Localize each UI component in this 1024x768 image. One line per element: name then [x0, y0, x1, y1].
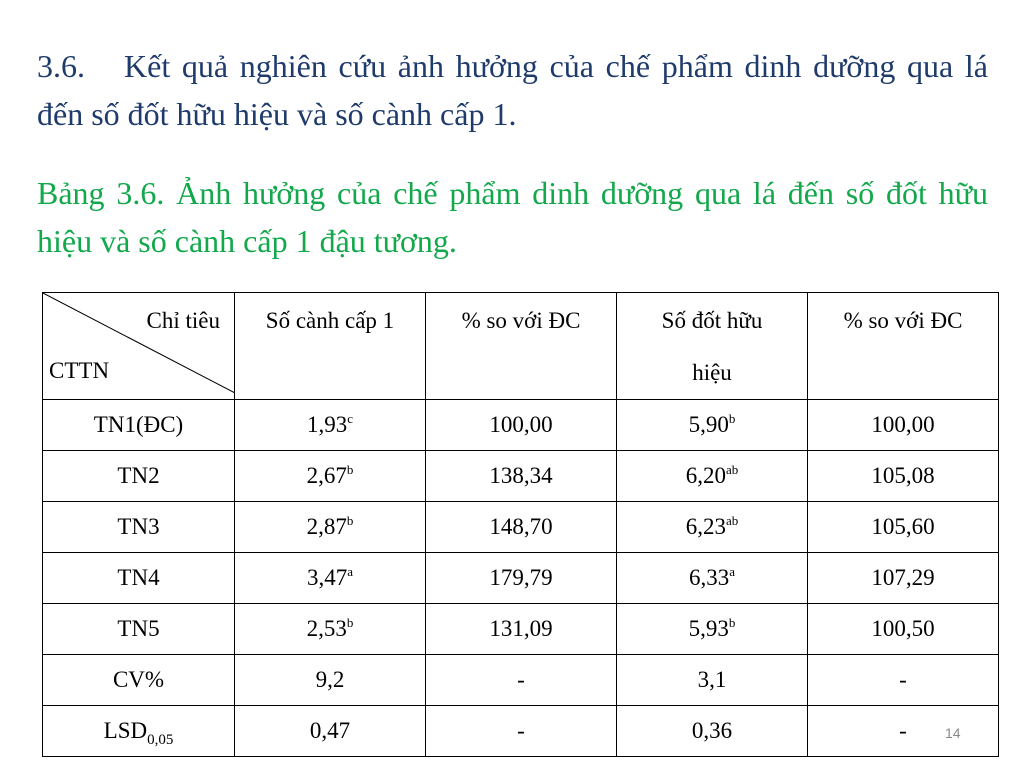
table-row	[43, 604, 999, 655]
significance-letter: a	[347, 564, 354, 579]
branch-percent-cell: 100,00	[426, 400, 617, 451]
significance-letter: ab	[725, 462, 739, 477]
branch-percent-cell: 179,79	[426, 553, 617, 604]
treatment-name: TN5	[43, 604, 235, 655]
criteria-label: Chỉ tiêu	[146, 308, 220, 333]
branch-count-cell: 0,47	[235, 706, 426, 757]
lsd-subscript: 0,05	[147, 732, 174, 748]
node-count-cell: 6,33$^a$	[617, 553, 808, 604]
section-heading	[37, 42, 988, 138]
treatment-name: TN1(ĐC)	[43, 400, 235, 451]
node-percent-cell: 107,29	[808, 553, 999, 604]
treatment-label: CTTN	[49, 358, 110, 383]
branch-count-cell: 3,47$^a$	[235, 553, 426, 604]
branch-count-cell: 2,53$^b$	[235, 604, 426, 655]
treatment-name: $LSD_{0,05}$	[43, 706, 235, 757]
corner-header-cell	[43, 293, 235, 400]
branch-percent-cell: -	[426, 655, 617, 706]
node-percent-cell: 100,00	[808, 400, 999, 451]
node-percent-cell: 105,08	[808, 451, 999, 502]
results-table	[42, 292, 999, 757]
branch-count-cell: 2,87$^b$	[235, 502, 426, 553]
table-header-row	[43, 293, 999, 400]
node-percent-cell: -	[808, 655, 999, 706]
table-row	[43, 451, 999, 502]
node-percent-cell: 100,50	[808, 604, 999, 655]
significance-letter: b	[346, 513, 354, 528]
column-header: % so với ĐC	[426, 293, 617, 400]
significance-letter: b	[728, 615, 736, 630]
column-header: Số cành cấp 1	[235, 293, 426, 400]
significance-letter: b	[346, 615, 354, 630]
node-count-cell: 5,90$^b$	[617, 400, 808, 451]
branch-count-cell: 1,93$^c$	[235, 400, 426, 451]
branch-percent-cell: 138,34	[426, 451, 617, 502]
table-row	[43, 655, 999, 706]
significance-letter: ab	[725, 513, 739, 528]
table-row	[43, 400, 999, 451]
column-header: % so với ĐC	[808, 293, 999, 400]
slide-number: 14	[945, 725, 961, 741]
treatment-name: TN3	[43, 502, 235, 553]
treatment-name: CV%	[43, 655, 235, 706]
branch-percent-cell: -	[426, 706, 617, 757]
node-count-cell: 3,1	[617, 655, 808, 706]
column-header: Số đốt hữu hiệu	[617, 293, 808, 400]
table-row	[43, 502, 999, 553]
treatment-name: TN2	[43, 451, 235, 502]
section-number: 3.6.	[37, 48, 85, 84]
significance-letter: c	[347, 411, 354, 426]
section-title: Kết quả nghiên cứu ảnh hưởng của chế phẩm dinh dưỡng qua lá đến số đốt hữu hiệu và số cành cấp 1.	[37, 48, 988, 132]
node-percent-cell: -	[808, 706, 999, 757]
branch-percent-cell: 131,09	[426, 604, 617, 655]
treatment-name: TN4	[43, 553, 235, 604]
significance-letter: b	[728, 411, 736, 426]
node-count-cell: 0,36	[617, 706, 808, 757]
significance-letter: a	[729, 564, 736, 579]
branch-count-cell: 9,2	[235, 655, 426, 706]
table-caption: Bảng 3.6. Ảnh hưởng của chế phẩm dinh dưỡng qua lá đến số đốt hữu hiệu và số cành cấp 1 đậu tương.	[37, 175, 988, 259]
branch-count-cell: 2,67$^b$	[235, 451, 426, 502]
node-count-cell: 5,93$^b$	[617, 604, 808, 655]
node-count-cell: 6,20$^{ab}$	[617, 451, 808, 502]
table-row	[43, 553, 999, 604]
significance-letter: b	[346, 462, 354, 477]
table-row-lsd	[43, 706, 999, 757]
node-count-cell: 6,23$^{ab}$	[617, 502, 808, 553]
branch-percent-cell: 148,70	[426, 502, 617, 553]
node-percent-cell: 105,60	[808, 502, 999, 553]
